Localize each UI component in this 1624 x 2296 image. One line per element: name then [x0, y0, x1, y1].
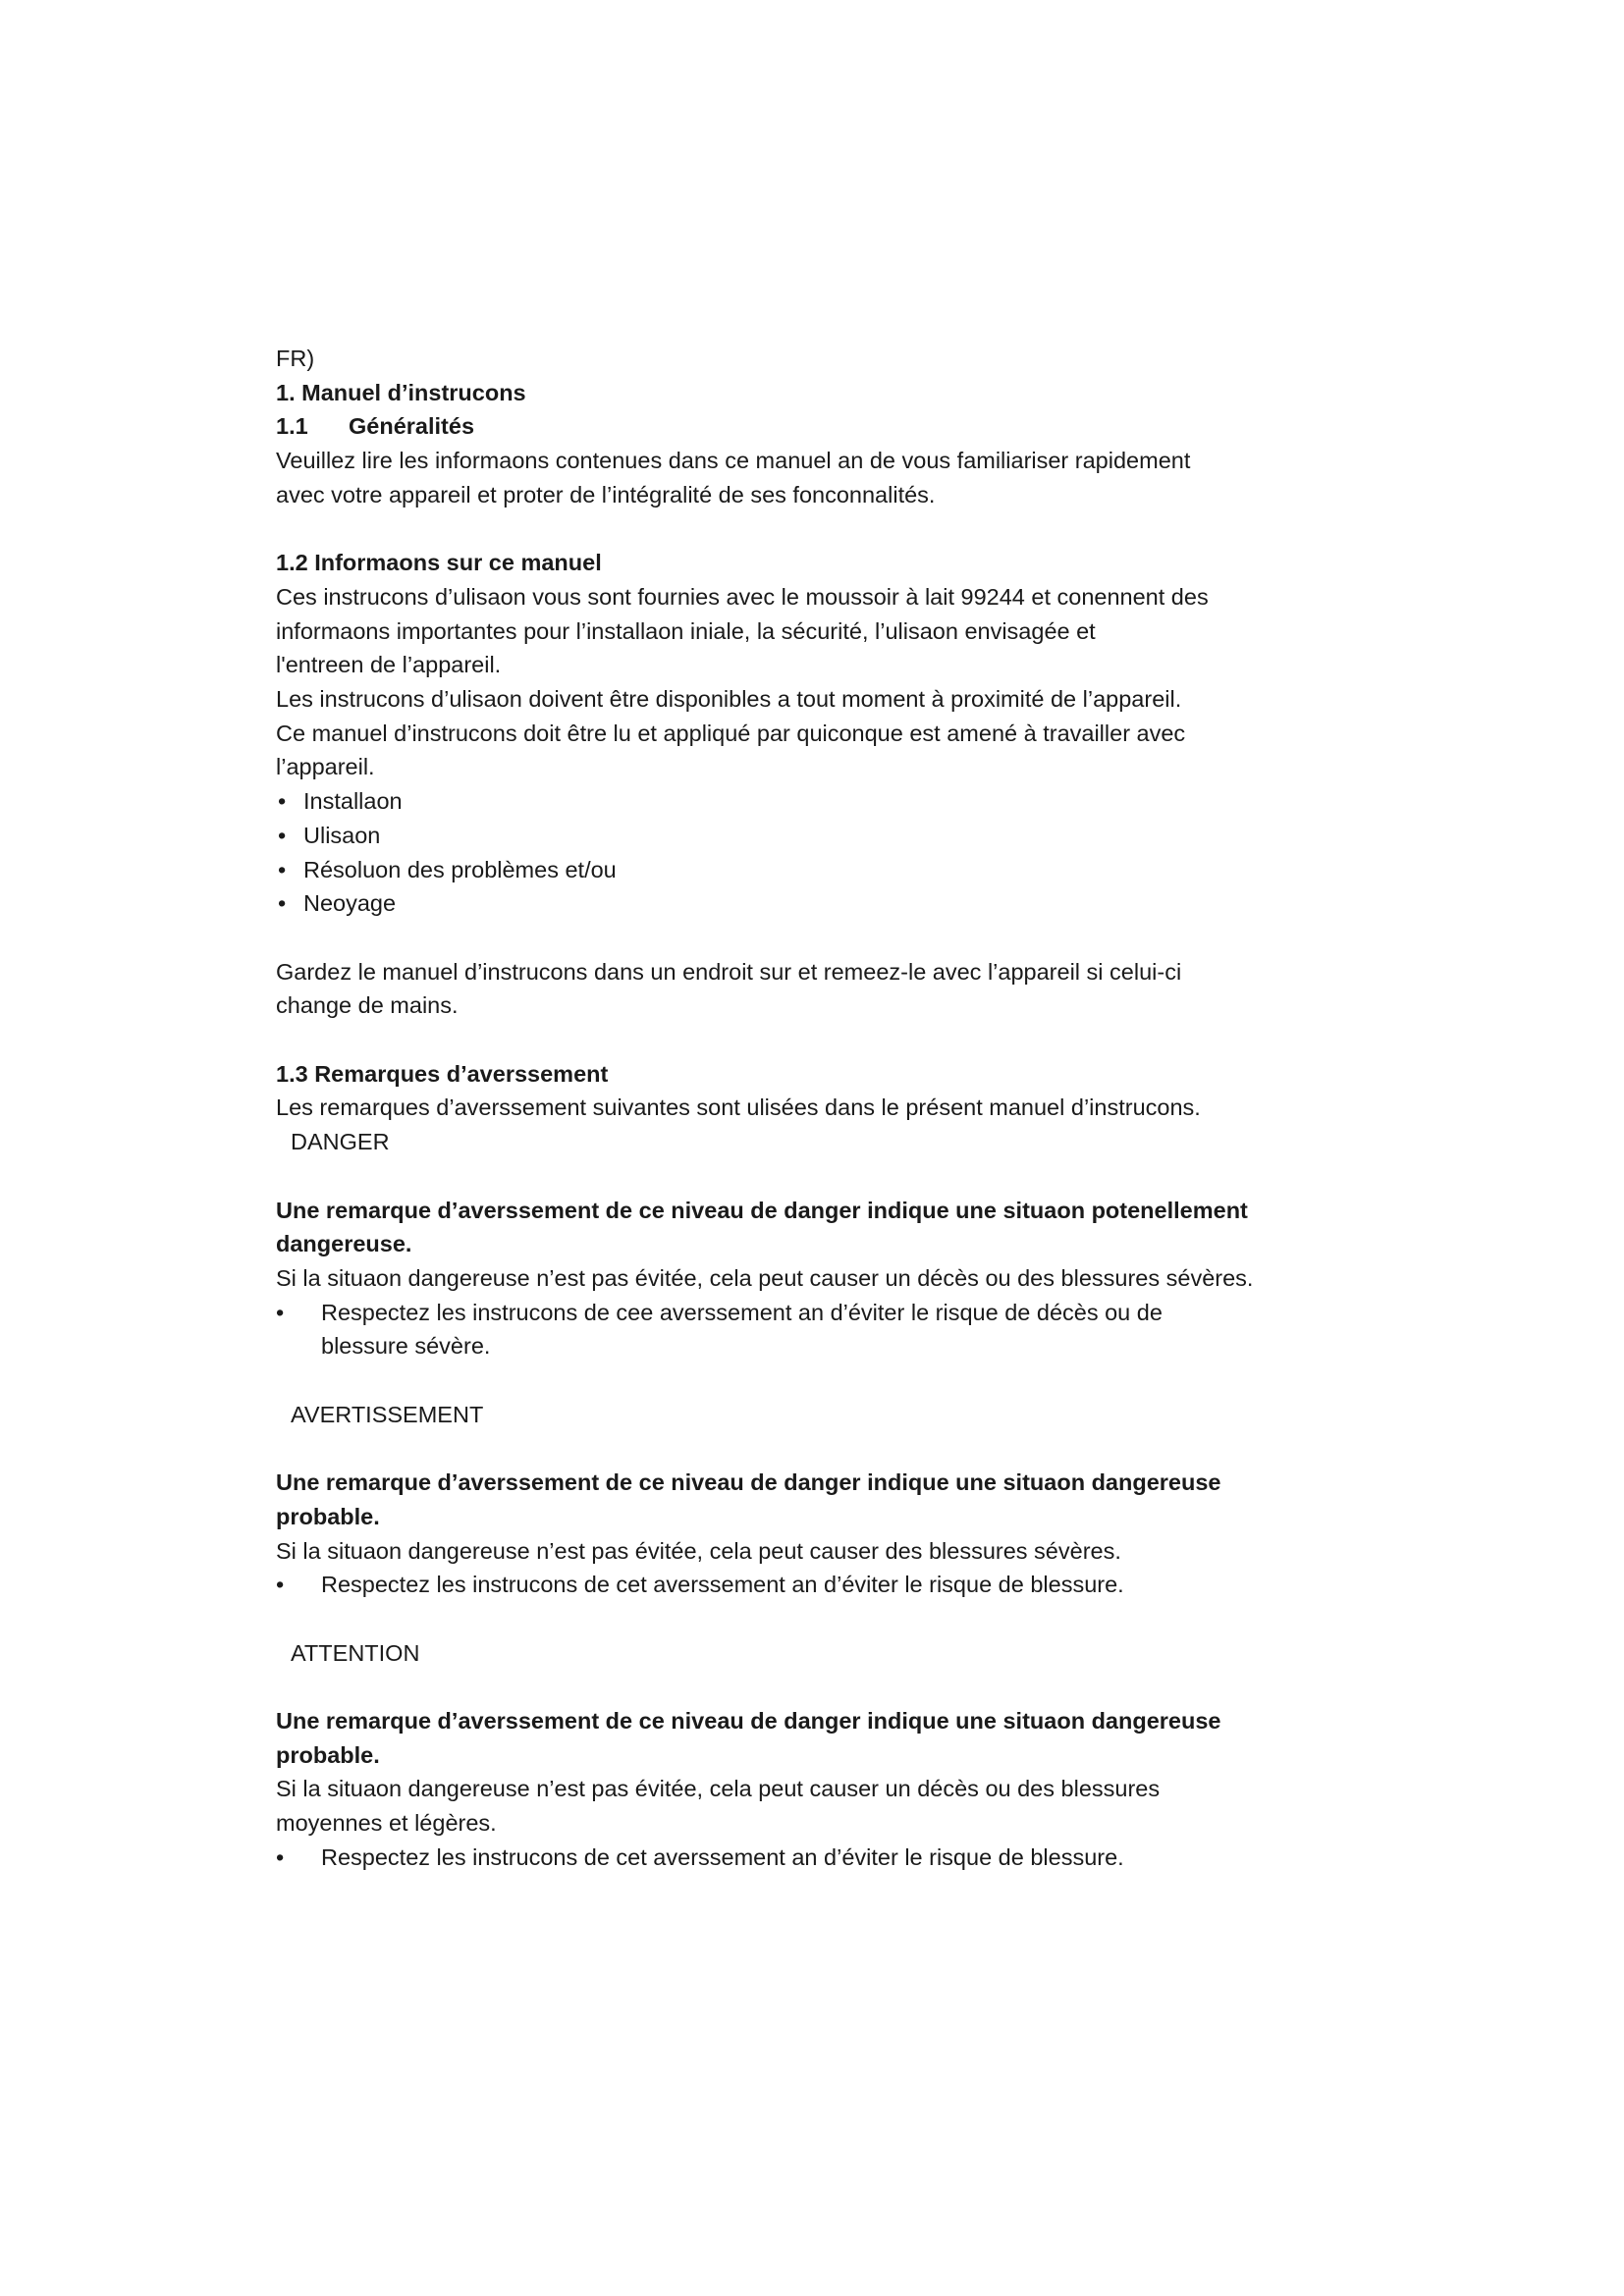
- section-1-3-intro: Les remarques d’averssement suivantes sont ulisées dans le présent manuel d’instrucons.: [276, 1095, 1201, 1121]
- list-item-text: Installaon: [303, 788, 403, 815]
- language-tag: FR): [276, 346, 315, 371]
- bullet-icon: •: [276, 1572, 285, 1598]
- spacer: [276, 921, 1336, 955]
- signal-word-avertissement: AVERTISSEMENT: [291, 1401, 484, 1427]
- spacer: [276, 1670, 1336, 1704]
- warning-heading-line: Une remarque d’averssement de ce niveau de danger indique une situaon dangereuse: [276, 1469, 1221, 1496]
- spacer: [276, 1431, 1336, 1466]
- bullet-icon: •: [276, 1299, 285, 1325]
- section-1-2-line: Les instrucons d’ulisaon doivent être disponibles a tout moment à proximité de l’appareil.: [276, 686, 1182, 713]
- list-item-text: Neoyage: [303, 890, 397, 917]
- list-item: [276, 886, 1336, 921]
- warning-action-line: Respectez les instrucons de cee averssement an d’éviter le risque de décès ou de: [321, 1299, 1163, 1325]
- spacer: [276, 1363, 1336, 1398]
- list-item-text: Résoluon des problèmes et/ou: [303, 856, 617, 882]
- bullet-icon: •: [278, 890, 287, 917]
- section-1-1-line: avec votre appareil et proter de l’intégralité de ses fonconnalités.: [276, 481, 936, 507]
- warning-action: [276, 1296, 1336, 1363]
- section-1-2-closing-line: change de mains.: [276, 992, 459, 1019]
- bullet-icon: •: [278, 788, 287, 815]
- section-1-1-number: 1.1: [276, 413, 308, 440]
- signal-word-attention: ATTENTION: [291, 1639, 420, 1666]
- section-1-2-line: Ces instrucons d’ulisaon vous sont fournies avec le moussoir à lait 99244 et conennent des: [276, 583, 1209, 610]
- list-item: [276, 819, 1336, 853]
- section-1-2-line: Ce manuel d’instrucons doit être lu et appliqué par quiconque est amené à travailler avec: [276, 720, 1186, 746]
- section-1-2-closing-line: Gardez le manuel d’instrucons dans un endroit sur et remeez-le avec l’appareil si celui-ci: [276, 958, 1182, 985]
- spacer: [276, 512, 1336, 547]
- warning-heading-line: probable.: [276, 1741, 380, 1768]
- document-page: [276, 342, 1336, 1875]
- warning-consequence: Si la situaon dangereuse n’est pas évitée, cela peut causer un décès ou des blessures: [276, 1776, 1161, 1802]
- list-item: [276, 784, 1336, 819]
- bullet-icon: •: [278, 856, 287, 882]
- list-item-text: Ulisaon: [303, 822, 381, 848]
- warning-consequence: Si la situaon dangereuse n’est pas évitée, cela peut causer un décès ou des blessures sévères.: [276, 1264, 1254, 1291]
- section-1-2-line: l'entreen de l’appareil.: [276, 652, 502, 678]
- warning-heading-line: Une remarque d’averssement de ce niveau de danger indique une situaon dangereuse: [276, 1708, 1221, 1734]
- list-item: [276, 853, 1336, 887]
- bullet-icon: •: [278, 822, 287, 848]
- section-1-1-line: Veuillez lire les informaons contenues dans ce manuel an de vous familiariser rapidement: [276, 448, 1191, 474]
- section-1-3-heading: 1.3 Remarques d’averssement: [276, 1060, 609, 1087]
- section-1-2-line: informaons importantes pour l’installaon iniale, la sécurité, l’ulisaon envisagée et: [276, 617, 1096, 644]
- warning-consequence: Si la situaon dangereuse n’est pas évitée, cela peut causer des blessures sévères.: [276, 1537, 1121, 1564]
- section-1-1-title: Généralités: [349, 413, 475, 440]
- bullet-icon: •: [276, 1843, 285, 1870]
- warning-action: [276, 1841, 1336, 1875]
- warning-heading-line: probable.: [276, 1503, 380, 1529]
- section-1-2-line: l’appareil.: [276, 754, 375, 780]
- spacer: [276, 1602, 1336, 1636]
- warning-action-line: Respectez les instrucons de cet averssement an d’éviter le risque de blessure.: [321, 1572, 1124, 1598]
- warning-heading-line: Une remarque d’averssement de ce niveau de danger indique une situaon potenellement: [276, 1197, 1248, 1223]
- warning-action: [276, 1568, 1336, 1602]
- signal-word-danger: DANGER: [291, 1129, 390, 1155]
- warning-consequence: moyennes et légères.: [276, 1810, 497, 1837]
- spacer: [276, 1023, 1336, 1057]
- warning-action-line: Respectez les instrucons de cet averssement an d’éviter le risque de blessure.: [321, 1843, 1124, 1870]
- spacer: [276, 1159, 1336, 1194]
- section-1-2-heading: 1.2 Informaons sur ce manuel: [276, 550, 602, 576]
- warning-heading-line: dangereuse.: [276, 1231, 412, 1257]
- warning-action-line: blessure sévère.: [321, 1333, 491, 1360]
- manual-title: 1. Manuel d’instrucons: [276, 379, 526, 405]
- section-1-1-heading: [276, 409, 1336, 444]
